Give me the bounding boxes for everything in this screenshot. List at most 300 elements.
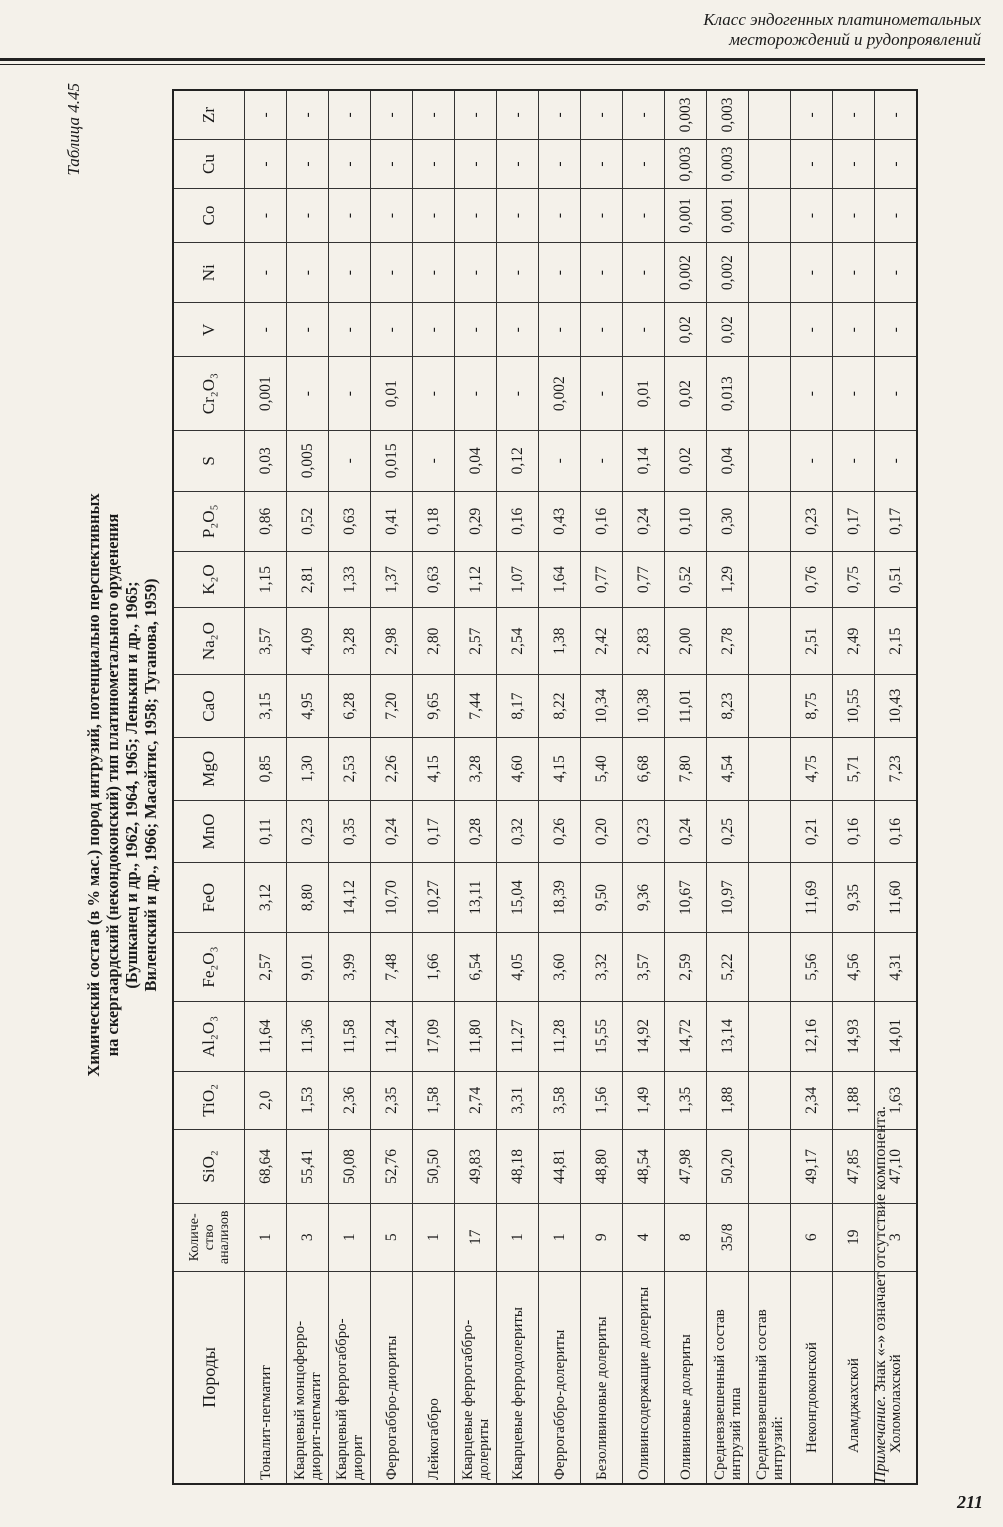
value-cell: 0,02 (665, 431, 707, 491)
note-text: Знак «-» означает отсутствие компонента. (872, 1106, 889, 1396)
value-cell: 3,31 (497, 1071, 539, 1129)
value-cell: 17,09 (413, 1002, 455, 1071)
value-cell (749, 431, 791, 491)
value-cell: - (455, 90, 497, 139)
value-cell: 0,002 (665, 242, 707, 302)
value-cell: - (833, 242, 875, 302)
value-cell: 0,10 (665, 491, 707, 551)
value-cell: - (497, 139, 539, 188)
value-cell: - (623, 242, 665, 302)
value-cell: 18,39 (539, 863, 581, 932)
value-cell: 4,54 (707, 737, 749, 800)
value-cell: 0,002 (539, 357, 581, 431)
value-cell: 0,21 (791, 800, 833, 863)
value-cell: 1,35 (665, 1071, 707, 1129)
value-cell: 2,26 (371, 737, 413, 800)
rock-name-cell: Феррогаббро-долериты (539, 1271, 581, 1484)
rock-name-cell: Кварцевые ферродолериты (497, 1271, 539, 1484)
value-cell: 0,14 (623, 431, 665, 491)
value-cell: 0,17 (875, 491, 918, 551)
table-header-row (173, 90, 245, 1484)
value-cell: 0,63 (413, 552, 455, 608)
value-cell: - (497, 90, 539, 139)
rock-name-cell: Оливиновые долериты (665, 1271, 707, 1484)
value-cell (749, 932, 791, 1001)
value-cell: 47,10 (875, 1129, 918, 1203)
value-cell: 3,57 (245, 608, 287, 675)
value-cell: 0,18 (413, 491, 455, 551)
value-cell: 10,27 (413, 863, 455, 932)
running-head-line-2: месторождений и рудопроявлений (729, 30, 981, 49)
value-cell: 0,51 (875, 552, 918, 608)
value-cell: 1,64 (539, 552, 581, 608)
value-cell: 0,003 (665, 90, 707, 139)
value-cell: - (413, 189, 455, 243)
value-cell: - (875, 242, 918, 302)
value-cell: - (581, 303, 623, 357)
value-cell: 5,40 (581, 737, 623, 800)
table-row (287, 90, 329, 1484)
value-cell: 14,92 (623, 1002, 665, 1071)
table-row (497, 90, 539, 1484)
value-cell: 2,98 (371, 608, 413, 675)
value-cell: - (455, 357, 497, 431)
value-cell: 6,68 (623, 737, 665, 800)
table-row (455, 90, 497, 1484)
value-cell: - (497, 242, 539, 302)
value-cell: 3,15 (245, 675, 287, 738)
value-cell (749, 1129, 791, 1203)
value-cell: - (371, 90, 413, 139)
value-cell: - (287, 90, 329, 139)
header-component: MgO (173, 737, 245, 800)
header-component: Zr (173, 90, 245, 139)
analysis-count-cell: 4 (623, 1203, 665, 1271)
table-note (872, 1106, 890, 1483)
value-cell: 0,01 (623, 357, 665, 431)
value-cell: 11,28 (539, 1002, 581, 1071)
analysis-count-cell (749, 1203, 791, 1271)
value-cell: - (287, 189, 329, 243)
value-cell: 1,63 (875, 1071, 918, 1129)
analysis-count-cell: 1 (245, 1203, 287, 1271)
value-cell: - (623, 139, 665, 188)
value-cell: 2,78 (707, 608, 749, 675)
value-cell: 11,69 (791, 863, 833, 932)
value-cell: 3,28 (329, 608, 371, 675)
value-cell: 0,12 (497, 431, 539, 491)
value-cell: 2,0 (245, 1071, 287, 1129)
value-cell: 2,54 (497, 608, 539, 675)
value-cell: 55,41 (287, 1129, 329, 1203)
value-cell: - (497, 303, 539, 357)
analysis-count-cell: 17 (455, 1203, 497, 1271)
value-cell: 2,81 (287, 552, 329, 608)
value-cell: 11,27 (497, 1002, 539, 1071)
value-cell: - (875, 189, 918, 243)
value-cell (749, 737, 791, 800)
value-cell (749, 608, 791, 675)
value-cell: 13,14 (707, 1002, 749, 1071)
value-cell: 10,97 (707, 863, 749, 932)
value-cell: - (791, 357, 833, 431)
value-cell: 4,75 (791, 737, 833, 800)
value-cell: - (245, 139, 287, 188)
value-cell: - (413, 431, 455, 491)
value-cell: 49,83 (455, 1129, 497, 1203)
analysis-count-cell: 3 (875, 1203, 918, 1271)
table-title-line-1: Химический состав (в % мас.) пород интрузий, потенциально перспективных (84, 493, 103, 1077)
analysis-count-cell: 3 (287, 1203, 329, 1271)
note-label: Примечание. (872, 1395, 889, 1483)
value-cell: - (413, 90, 455, 139)
value-cell: 9,36 (623, 863, 665, 932)
value-cell: 0,24 (371, 800, 413, 863)
value-cell: 3,12 (245, 863, 287, 932)
value-cell: 14,72 (665, 1002, 707, 1071)
rock-name-cell: Тоналит-пегматит (245, 1271, 287, 1484)
value-cell: 14,01 (875, 1002, 918, 1071)
value-cell: 3,58 (539, 1071, 581, 1129)
table-title-line-4: Виленский и др., 1966; Масайтис, 1958; Туганова, 1959) (141, 578, 160, 992)
value-cell: - (287, 303, 329, 357)
value-cell: 1,49 (623, 1071, 665, 1129)
value-cell: 52,76 (371, 1129, 413, 1203)
value-cell: 1,88 (707, 1071, 749, 1129)
rock-name-cell: Аламджахской (833, 1271, 875, 1484)
value-cell (749, 552, 791, 608)
value-cell: - (371, 139, 413, 188)
value-cell: 3,99 (329, 932, 371, 1001)
analysis-count-cell: 1 (413, 1203, 455, 1271)
header-component: Fe₂O₃ (173, 932, 245, 1001)
value-cell: 0,003 (707, 90, 749, 139)
value-cell: 0,75 (833, 552, 875, 608)
value-cell: 15,55 (581, 1002, 623, 1071)
value-cell: 10,43 (875, 675, 918, 738)
value-cell: 0,30 (707, 491, 749, 551)
value-cell: 50,50 (413, 1129, 455, 1203)
value-cell: 0,002 (707, 242, 749, 302)
header-component: S (173, 431, 245, 491)
value-cell: 10,38 (623, 675, 665, 738)
value-cell: 0,25 (707, 800, 749, 863)
table-row (665, 90, 707, 1484)
value-cell: - (833, 139, 875, 188)
table-row (581, 90, 623, 1484)
value-cell: 3,60 (539, 932, 581, 1001)
value-cell: 3,32 (581, 932, 623, 1001)
value-cell: 0,11 (245, 800, 287, 863)
value-cell: 0,32 (497, 800, 539, 863)
header-component: Na₂O (173, 608, 245, 675)
value-cell: 0,23 (623, 800, 665, 863)
value-cell: - (329, 189, 371, 243)
value-cell: - (413, 303, 455, 357)
value-cell: 7,20 (371, 675, 413, 738)
rock-name-cell: Безоливиновые долериты (581, 1271, 623, 1484)
value-cell: 1,07 (497, 552, 539, 608)
value-cell: 0,29 (455, 491, 497, 551)
value-cell: 47,98 (665, 1129, 707, 1203)
value-cell: 48,54 (623, 1129, 665, 1203)
header-component: TiO₂ (173, 1071, 245, 1129)
value-cell: 2,57 (245, 932, 287, 1001)
table-title-line-3: (Бушканец и др., 1962, 1964, 1965; Ленькин и др., 1965; (122, 581, 141, 989)
value-cell: - (371, 189, 413, 243)
value-cell: 5,22 (707, 932, 749, 1001)
value-cell: 0,16 (833, 800, 875, 863)
rock-name-cell: Оливинсодержащие долериты (623, 1271, 665, 1484)
value-cell: - (623, 303, 665, 357)
analysis-count-cell: 1 (329, 1203, 371, 1271)
table-row (413, 90, 455, 1484)
value-cell: 50,20 (707, 1129, 749, 1203)
value-cell (749, 675, 791, 738)
value-cell: 4,15 (413, 737, 455, 800)
header-component: P₂O₅ (173, 491, 245, 551)
value-cell: - (539, 431, 581, 491)
analysis-count-cell: 9 (581, 1203, 623, 1271)
value-cell: 1,38 (539, 608, 581, 675)
value-cell: - (791, 303, 833, 357)
value-cell: - (497, 189, 539, 243)
rock-name-cell: Кварцевый феррогаббро-диорит (329, 1271, 371, 1484)
header-component: Al₂O₃ (173, 1002, 245, 1071)
value-cell: - (539, 189, 581, 243)
value-cell: 4,56 (833, 932, 875, 1001)
value-cell: 4,31 (875, 932, 918, 1001)
value-cell: 49,17 (791, 1129, 833, 1203)
page-number: 211 (956, 1492, 983, 1512)
value-cell: 2,57 (455, 608, 497, 675)
value-cell: 0,005 (287, 431, 329, 491)
value-cell: 0,23 (287, 800, 329, 863)
value-cell: - (581, 242, 623, 302)
table-body (245, 90, 918, 1484)
value-cell: 1,56 (581, 1071, 623, 1129)
value-cell: 0,76 (791, 552, 833, 608)
value-cell (749, 863, 791, 932)
value-cell: 11,80 (455, 1002, 497, 1071)
value-cell: - (791, 189, 833, 243)
value-cell: 1,15 (245, 552, 287, 608)
value-cell: - (245, 90, 287, 139)
value-cell: 0,02 (707, 303, 749, 357)
value-cell: 11,36 (287, 1002, 329, 1071)
header-component: SiO₂ (173, 1129, 245, 1203)
value-cell: 0,02 (665, 303, 707, 357)
value-cell: 5,71 (833, 737, 875, 800)
value-cell: 0,03 (245, 431, 287, 491)
rock-name-cell: Лейкогаббро (413, 1271, 455, 1484)
value-cell: 9,01 (287, 932, 329, 1001)
value-cell: 0,43 (539, 491, 581, 551)
value-cell: 48,18 (497, 1129, 539, 1203)
table-row (791, 90, 833, 1484)
value-cell: 10,55 (833, 675, 875, 738)
value-cell: 7,44 (455, 675, 497, 738)
analysis-count-cell: 1 (539, 1203, 581, 1271)
value-cell: - (833, 189, 875, 243)
running-head-line-1: Класс эндогенных платинометальных (703, 10, 981, 29)
value-cell: - (245, 242, 287, 302)
value-cell: - (539, 139, 581, 188)
value-cell: 44,81 (539, 1129, 581, 1203)
value-cell: 10,70 (371, 863, 413, 932)
value-cell: 2,51 (791, 608, 833, 675)
value-cell: - (623, 90, 665, 139)
value-cell: - (539, 90, 581, 139)
value-cell: 1,30 (287, 737, 329, 800)
value-cell: 4,05 (497, 932, 539, 1001)
composition-table (172, 89, 918, 1485)
value-cell: 0,01 (371, 357, 413, 431)
value-cell: 0,85 (245, 737, 287, 800)
table-row (329, 90, 371, 1484)
value-cell: 0,52 (287, 491, 329, 551)
value-cell: 4,15 (539, 737, 581, 800)
rotated-table-block (64, 75, 984, 1495)
value-cell: 8,80 (287, 863, 329, 932)
value-cell: 2,00 (665, 608, 707, 675)
value-cell: 0,001 (245, 357, 287, 431)
value-cell: - (413, 139, 455, 188)
value-cell: 7,48 (371, 932, 413, 1001)
value-cell (749, 491, 791, 551)
value-cell: - (539, 242, 581, 302)
rock-name-cell: Кварцевый монцоферро-диорит-пегматит (287, 1271, 329, 1484)
table-caption: Таблица 4.45 (64, 83, 83, 176)
value-cell: 2,53 (329, 737, 371, 800)
analysis-count-cell: 5 (371, 1203, 413, 1271)
analysis-count-cell: 1 (497, 1203, 539, 1271)
value-cell: - (329, 431, 371, 491)
value-cell: 48,80 (581, 1129, 623, 1203)
value-cell: 0,26 (539, 800, 581, 863)
rock-name-cell: Холомолахской (875, 1271, 918, 1484)
value-cell: 5,56 (791, 932, 833, 1001)
value-cell: 8,22 (539, 675, 581, 738)
header-component: CaO (173, 675, 245, 738)
value-cell: - (875, 90, 918, 139)
value-cell: 2,42 (581, 608, 623, 675)
value-cell: 0,86 (245, 491, 287, 551)
value-cell: 1,66 (413, 932, 455, 1001)
value-cell (749, 800, 791, 863)
value-cell: 6,28 (329, 675, 371, 738)
table-row (539, 90, 581, 1484)
value-cell: 10,67 (665, 863, 707, 932)
value-cell: 10,34 (581, 675, 623, 738)
header-component: Ni (173, 242, 245, 302)
table-title-line-2: на скергаардский (некондоконский) тип платинометального оруденения (103, 513, 122, 1057)
header-component: Cr₂O₃ (173, 357, 245, 431)
value-cell: - (413, 242, 455, 302)
value-cell: 4,95 (287, 675, 329, 738)
value-cell: - (581, 357, 623, 431)
value-cell: 13,11 (455, 863, 497, 932)
value-cell: - (455, 242, 497, 302)
value-cell (749, 139, 791, 188)
value-cell: 8,17 (497, 675, 539, 738)
value-cell: 0,003 (707, 139, 749, 188)
table-row (833, 90, 875, 1484)
value-cell: - (833, 357, 875, 431)
analysis-count-cell: 8 (665, 1203, 707, 1271)
value-cell: 1,12 (455, 552, 497, 608)
value-cell: 0,28 (455, 800, 497, 863)
rock-name-cell: Средневзвешенный состав интрузий: (749, 1271, 791, 1484)
value-cell: 12,16 (791, 1002, 833, 1071)
analysis-count-cell: 35/8 (707, 1203, 749, 1271)
value-cell: - (581, 431, 623, 491)
value-cell: 0,013 (707, 357, 749, 431)
value-cell: 7,80 (665, 737, 707, 800)
value-cell (749, 90, 791, 139)
table-title (84, 75, 160, 1495)
value-cell: - (581, 90, 623, 139)
value-cell: 2,15 (875, 608, 918, 675)
value-cell: 14,12 (329, 863, 371, 932)
header-rocks: Породы (173, 1271, 245, 1484)
value-cell: 50,08 (329, 1129, 371, 1203)
value-cell: - (833, 303, 875, 357)
value-cell: 14,93 (833, 1002, 875, 1071)
analysis-count-cell: 6 (791, 1203, 833, 1271)
value-cell: - (875, 357, 918, 431)
value-cell: - (371, 303, 413, 357)
value-cell (749, 1002, 791, 1071)
value-cell: 0,04 (707, 431, 749, 491)
rock-name-cell: Средневзвешенный состав интрузий типа (707, 1271, 749, 1484)
value-cell: 11,01 (665, 675, 707, 738)
value-cell: - (791, 90, 833, 139)
table-row (623, 90, 665, 1484)
value-cell: 2,34 (791, 1071, 833, 1129)
header-component: Cu (173, 139, 245, 188)
value-cell: 4,60 (497, 737, 539, 800)
value-cell: - (245, 189, 287, 243)
table-row (749, 90, 791, 1484)
header-component: MnO (173, 800, 245, 863)
value-cell: - (287, 139, 329, 188)
value-cell: - (539, 303, 581, 357)
value-cell: - (287, 357, 329, 431)
table-row (371, 90, 413, 1484)
value-cell (749, 1071, 791, 1129)
value-cell: 1,88 (833, 1071, 875, 1129)
value-cell: 11,60 (875, 863, 918, 932)
value-cell: 6,54 (455, 932, 497, 1001)
value-cell: 0,35 (329, 800, 371, 863)
value-cell: 0,24 (623, 491, 665, 551)
value-cell: 0,001 (707, 189, 749, 243)
value-cell: 0,16 (875, 800, 918, 863)
value-cell: 11,64 (245, 1002, 287, 1071)
value-cell: - (833, 431, 875, 491)
value-cell: 9,50 (581, 863, 623, 932)
value-cell: 0,17 (833, 491, 875, 551)
value-cell: - (329, 303, 371, 357)
value-cell: 0,77 (623, 552, 665, 608)
value-cell: 11,58 (329, 1002, 371, 1071)
value-cell: 2,59 (665, 932, 707, 1001)
header-component: V (173, 303, 245, 357)
value-cell: 7,23 (875, 737, 918, 800)
value-cell: 1,29 (707, 552, 749, 608)
value-cell: 0,63 (329, 491, 371, 551)
